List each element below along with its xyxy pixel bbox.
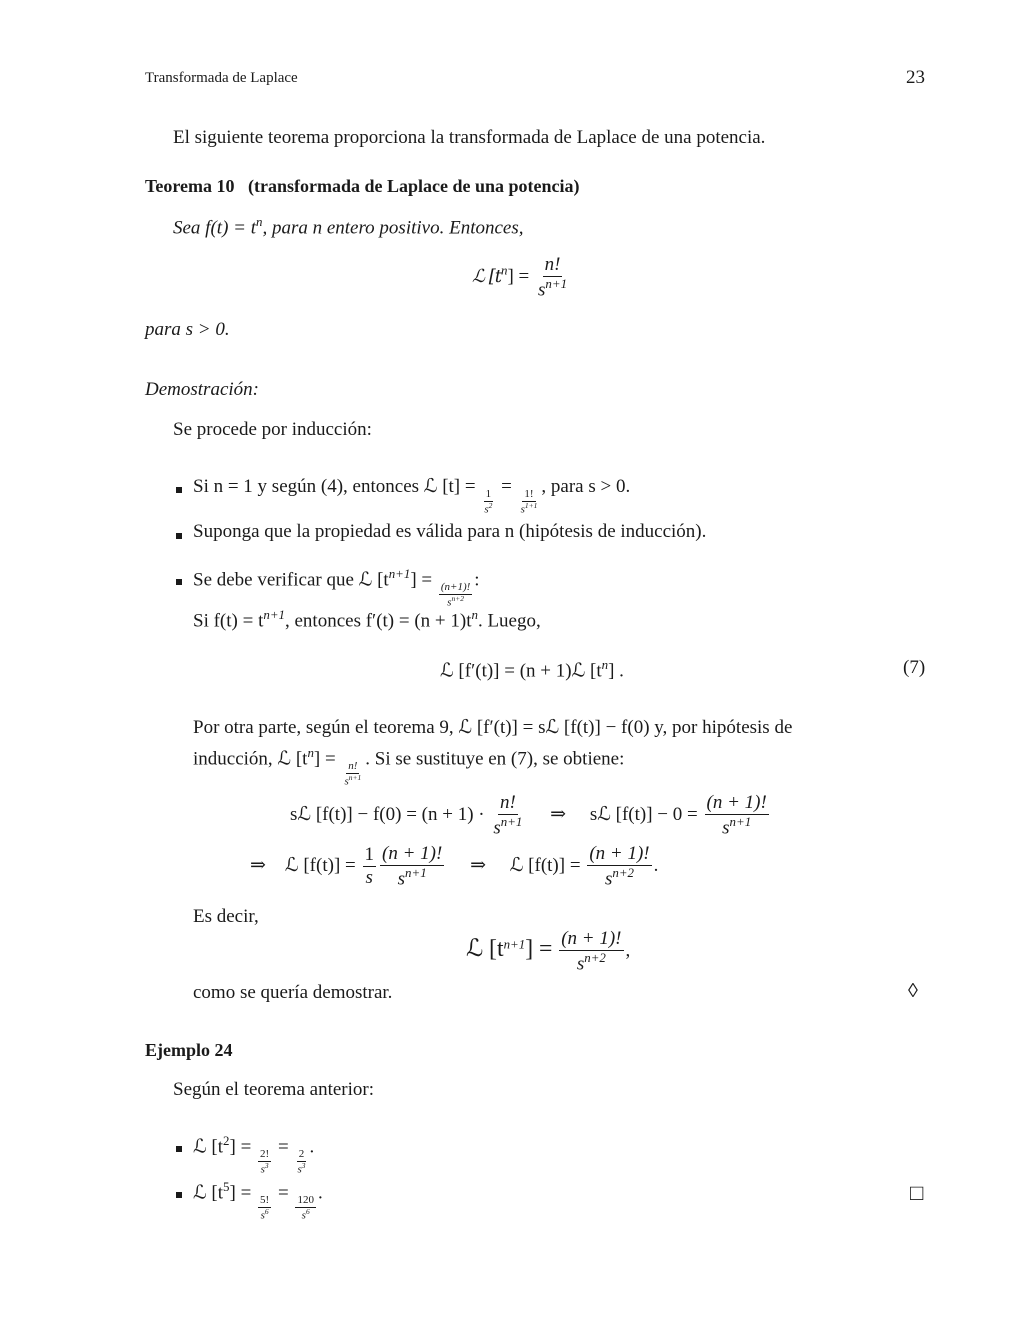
theorem-label: Teorema 10 bbox=[145, 176, 235, 196]
frac-den: s bbox=[297, 1163, 302, 1176]
frac-den-sup: n+1 bbox=[500, 813, 523, 829]
example-item-2 bbox=[193, 1179, 323, 1222]
proof-intro: Se procede por inducción: bbox=[173, 419, 372, 440]
item2-frac1 bbox=[258, 1195, 271, 1222]
frac-den: s bbox=[260, 1163, 265, 1176]
frac-num: 2 bbox=[298, 1148, 305, 1161]
formula-lhs-sup: n bbox=[501, 262, 508, 278]
formula-den: s bbox=[538, 279, 546, 301]
item2-sup: 5 bbox=[223, 1179, 230, 1194]
row1-b: sℒ [f(t)] − 0 = bbox=[589, 803, 698, 825]
bullet3-text-c: : bbox=[474, 569, 480, 591]
frac-den: s bbox=[447, 596, 452, 609]
bullet3-text-a: Se debe verificar que ℒ [t bbox=[193, 569, 389, 591]
eq7-end: ] . bbox=[608, 660, 624, 682]
bullet-marker bbox=[176, 1146, 182, 1152]
frac-num: 120 bbox=[297, 1194, 314, 1207]
final-formula bbox=[466, 928, 630, 975]
proof-end-diamond: ◊ bbox=[908, 980, 918, 1002]
frac-den: s bbox=[301, 1209, 306, 1222]
derivation-row-1 bbox=[290, 792, 771, 839]
final-frac bbox=[559, 928, 623, 975]
item2-eq: = bbox=[277, 1182, 289, 1204]
proof-paragraph-2 bbox=[193, 745, 624, 788]
final-end: , bbox=[625, 939, 631, 961]
frac-den-sup: n+1 bbox=[348, 772, 362, 782]
final-a: ℒ [t bbox=[466, 935, 504, 962]
item2-a: ℒ [t bbox=[193, 1182, 224, 1204]
derivation-row-2 bbox=[250, 843, 658, 890]
theorem-formula bbox=[472, 254, 571, 301]
frac-den: s bbox=[344, 775, 349, 788]
row2-frac1 bbox=[363, 844, 377, 889]
item1-sup: 2 bbox=[223, 1133, 230, 1148]
statement-suffix: , para n entero positivo. Entonces, bbox=[262, 217, 524, 239]
frac-num: (n + 1)! bbox=[382, 843, 443, 864]
equation-7 bbox=[440, 657, 624, 682]
es-decir: Es decir, bbox=[193, 906, 259, 927]
theorem-title: (transformada de Laplace de una potencia) bbox=[248, 176, 580, 196]
row2-a: ℒ [f(t)] = bbox=[284, 854, 356, 876]
proof-paragraph-1: Por otra parte, según el teorema 9, ℒ [f′(t)] = sℒ [f(t)] − f(0) y, por hipótesis de bbox=[193, 717, 793, 738]
line-si-c: . Luego, bbox=[477, 610, 541, 632]
example-label: Ejemplo 24 bbox=[145, 1040, 233, 1060]
eq7-text: ℒ [f′(t)] = (n + 1)ℒ [t bbox=[440, 660, 602, 682]
example-intro: Según el teorema anterior: bbox=[173, 1079, 375, 1100]
item1-a: ℒ [t bbox=[193, 1136, 224, 1158]
frac-den: s bbox=[493, 817, 501, 839]
intro-paragraph: El siguiente teorema proporciona la transformada de Laplace de una potencia. bbox=[173, 127, 766, 148]
frac-den-sup: 1+1 bbox=[524, 500, 538, 510]
implies-arrow: ⇒ bbox=[550, 803, 567, 825]
example-item-1 bbox=[193, 1133, 314, 1176]
frac-den-sup: n+2 bbox=[612, 864, 634, 880]
bullet-marker bbox=[176, 487, 182, 493]
theorem-heading bbox=[145, 176, 580, 197]
bullet1-text-a: Si n = 1 y según (4), entonces ℒ [t] = bbox=[193, 476, 476, 497]
frac-den: s bbox=[397, 868, 406, 890]
running-title: Transformada de Laplace bbox=[145, 70, 298, 86]
final-sup: n+1 bbox=[503, 936, 526, 952]
formula-lhs: ℒ [t bbox=[472, 265, 501, 287]
row2-end: . bbox=[653, 854, 659, 876]
final-b: ] = bbox=[525, 935, 553, 962]
theorem-condition: para s > 0. bbox=[145, 319, 230, 340]
example-end-square: □ bbox=[910, 1180, 924, 1205]
formula-den-sup: n+1 bbox=[545, 275, 568, 291]
item1-end: . bbox=[309, 1136, 315, 1158]
bullet-marker bbox=[176, 533, 182, 539]
frac-den: s bbox=[484, 503, 489, 516]
para2-a: inducción, ℒ [t bbox=[193, 748, 308, 770]
proof-label: Demostración: bbox=[145, 379, 259, 400]
frac-den: s bbox=[520, 503, 525, 516]
frac-num: (n + 1)! bbox=[561, 928, 622, 949]
frac-num: 1 bbox=[485, 488, 492, 500]
line-si-a: Si f(t) = t bbox=[193, 610, 264, 632]
para2-c: . Si se sustituye en (7), se obtiene: bbox=[365, 748, 625, 770]
frac-den: s bbox=[576, 953, 585, 975]
frac-den-sup: n+2 bbox=[584, 949, 606, 965]
implies-arrow: ⇒ bbox=[250, 854, 266, 876]
statement-prefix: Sea f(t) = t bbox=[173, 217, 256, 239]
theorem-statement bbox=[173, 214, 524, 239]
line-si-sup1: n+1 bbox=[263, 607, 285, 622]
bullet3-sup: n+1 bbox=[388, 566, 411, 581]
line-si-b: , entonces f′(t) = (n + 1)t bbox=[284, 610, 472, 632]
implies-arrow: ⇒ bbox=[470, 854, 486, 876]
item2-end: . bbox=[317, 1182, 323, 1204]
frac-den: s bbox=[604, 868, 613, 890]
frac-den-sup: n+2 bbox=[451, 593, 464, 603]
frac-den-sup: n+1 bbox=[729, 813, 752, 829]
frac-den-sup: 6 bbox=[264, 1206, 269, 1216]
bullet3-text-b: ] = bbox=[410, 569, 433, 591]
frac-den: s bbox=[365, 867, 373, 888]
frac-den: s bbox=[722, 817, 730, 839]
item1-b: ] = bbox=[229, 1136, 252, 1158]
bullet1-text-b: , para s > 0. bbox=[541, 476, 631, 497]
frac-num: 2! bbox=[260, 1148, 270, 1161]
item2-frac2 bbox=[295, 1195, 316, 1222]
frac-num: 1! bbox=[524, 488, 534, 500]
frac-num: (n+1)! bbox=[440, 581, 471, 594]
frac-den-sup: n+1 bbox=[405, 864, 427, 880]
row2-frac2 bbox=[380, 843, 444, 890]
formula-fraction bbox=[536, 254, 569, 301]
frac-num: 5! bbox=[260, 1194, 270, 1207]
frac-num: n! bbox=[499, 792, 516, 813]
frac-den-sup: 6 bbox=[305, 1206, 310, 1216]
bullet1-frac2 bbox=[519, 489, 540, 516]
proof-bullet-1 bbox=[193, 475, 630, 516]
bullet-marker bbox=[176, 579, 182, 585]
proof-bullet-3 bbox=[193, 566, 480, 609]
bullet3-frac bbox=[439, 582, 472, 609]
eq7-sup: n bbox=[601, 657, 609, 672]
proof-conclusion: como se quería demostrar. bbox=[193, 982, 393, 1003]
item2-b: ] = bbox=[229, 1182, 252, 1204]
row1-frac bbox=[491, 792, 524, 839]
frac-den-sup: 3 bbox=[301, 1160, 306, 1170]
item1-eq: = bbox=[277, 1136, 289, 1158]
bullet1-eq: = bbox=[501, 476, 512, 497]
frac-den: s bbox=[260, 1209, 265, 1222]
row2-b: ℒ [f(t)] = bbox=[509, 854, 581, 876]
frac-num: n! bbox=[348, 760, 358, 773]
proof-line-si bbox=[193, 607, 541, 632]
frac-num: (n + 1)! bbox=[589, 843, 650, 864]
row1-a: sℒ [f(t)] − f(0) = (n + 1) · bbox=[290, 803, 485, 825]
row2-frac3 bbox=[587, 843, 651, 890]
bullet-marker bbox=[176, 1192, 182, 1198]
row1-frac2 bbox=[705, 792, 769, 839]
formula-num: n! bbox=[544, 254, 561, 275]
proof-bullet-2: Suponga que la propiedad es válida para n (hipótesis de inducción). bbox=[193, 521, 707, 542]
formula-lhs-end: ] = bbox=[507, 265, 530, 287]
frac-den-sup: 2 bbox=[488, 500, 493, 510]
para2-sup: n bbox=[307, 745, 314, 760]
page-number: 23 bbox=[906, 67, 925, 88]
item1-frac1 bbox=[258, 1149, 271, 1176]
frac-num: (n + 1)! bbox=[706, 792, 767, 813]
para2-b: ] = bbox=[313, 748, 336, 770]
line-si-sup2: n bbox=[471, 607, 478, 622]
equation-number: (7) bbox=[903, 657, 926, 678]
frac-num: 1 bbox=[364, 844, 374, 866]
para2-frac bbox=[342, 761, 363, 788]
statement-sup: n bbox=[256, 214, 263, 229]
frac-den-sup: 3 bbox=[264, 1160, 269, 1170]
bullet1-frac1 bbox=[482, 489, 494, 516]
item1-frac2 bbox=[295, 1149, 307, 1176]
